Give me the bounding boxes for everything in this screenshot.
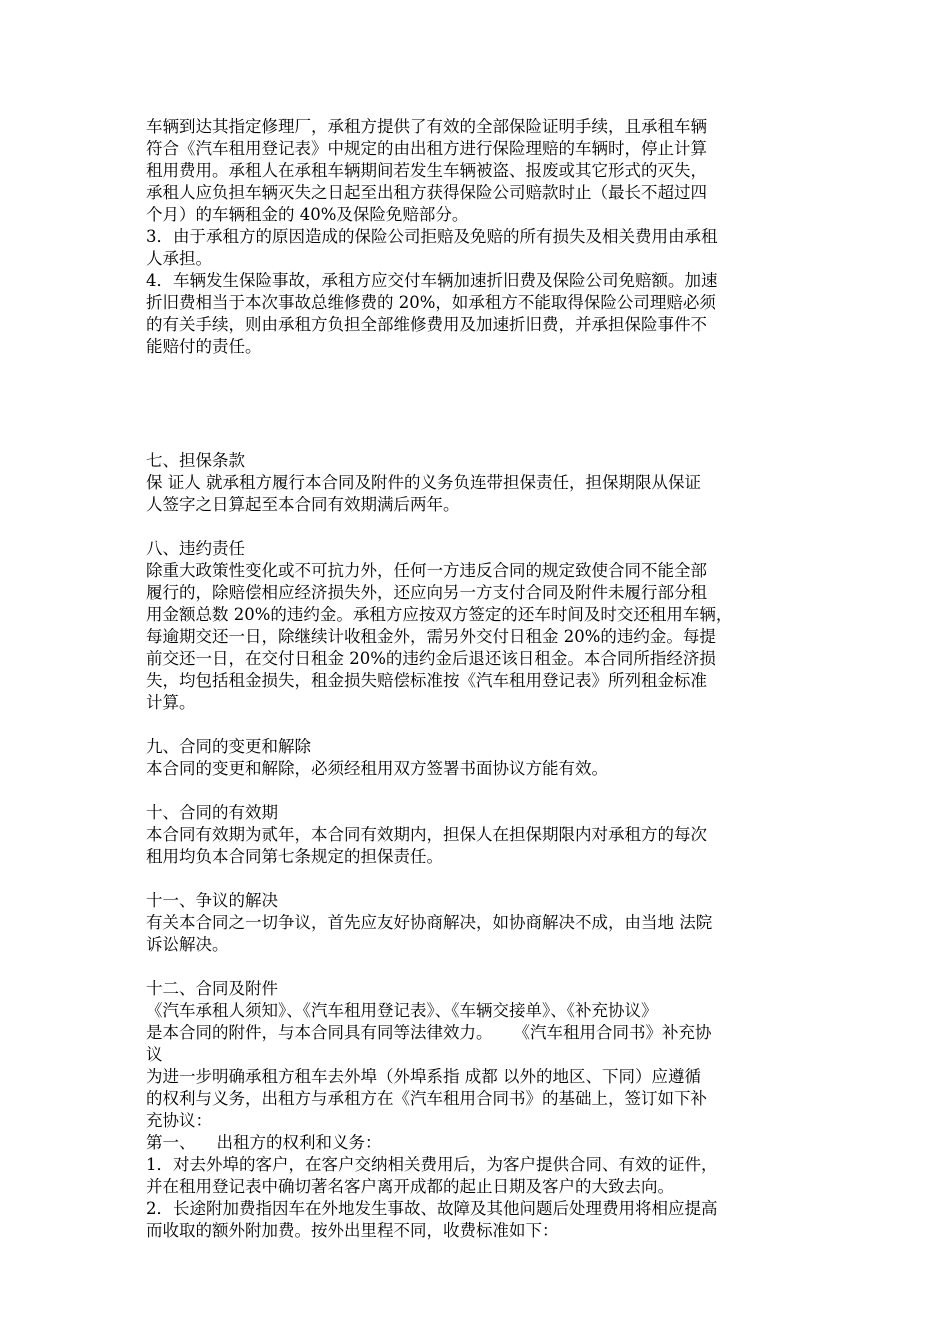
spacer [146, 868, 806, 890]
section-heading: 九、合同的变更和解除 [146, 737, 311, 756]
text-line: 充协议： [146, 1111, 212, 1130]
intro-paragraph [146, 116, 806, 358]
text-line: 保 证人 就承租方履行本合同及附件的义务负连带担保责任，担保期限从保证 [146, 473, 701, 492]
text-line: 每逾期交还一日，除继续计收租金外，需另外交付日租金 20%的违约金。每提 [146, 627, 716, 646]
section-heading: 十、合同的有效期 [146, 803, 278, 822]
text-line: 诉讼解决。 [146, 935, 229, 954]
spacer [146, 516, 806, 538]
text-line: 履行的，除赔偿相应经济损失外，还应向另一方支付合同及附件未履行部分租 [146, 583, 707, 602]
text-line: 车辆到达其指定修理厂，承租方提供了有效的全部保险证明手续，且承租车辆 [146, 117, 707, 136]
text-line: 人签字之日算起至本合同有效期满后两年。 [146, 495, 460, 514]
text-line: 人承担。 [146, 249, 212, 268]
text-line: 租用费用。承租人在承租车辆期间若发生车辆被盗、报废或其它形式的灭失， [146, 161, 707, 180]
text-line: 本合同的变更和解除，必须经租用双方签署书面协议方能有效。 [146, 759, 608, 778]
text-line: 的有关手续，则由承租方负担全部维修费用及加速折旧费，并承担保险事件不 [146, 315, 707, 334]
text-line: 承租人应负担车辆灭失之日起至出租方获得保险公司赔款时止（最长不超过四 [146, 183, 707, 202]
text-line: 《汽车承租人须知》、《汽车租用登记表》、《车辆交接单》、《补充协议》 [146, 1001, 658, 1020]
spacer [146, 780, 806, 802]
text-line: 2．长途附加费指因车在外地发生事故、故障及其他问题后处理费用将相应提高 [146, 1199, 718, 1218]
text-line: 为进一步明确承租方租车去外埠（外埠系指 成都 以外的地区、下同）应遵循 [146, 1067, 701, 1086]
text-line: 除重大政策性变化或不可抗力外，任何一方违反合同的规定致使合同不能全部 [146, 561, 707, 580]
section-heading: 七、担保条款 [146, 451, 245, 470]
spacer [146, 358, 806, 450]
text-line: 失，均包括租金损失，租金损失赔偿标准按《汽车租用登记表》所列租金标准 [146, 671, 707, 690]
spacer [146, 956, 806, 978]
text-line: 个月）的车辆租金的 40%及保险免赔部分。 [146, 205, 469, 224]
text-line: 本合同有效期为贰年，本合同有效期内，担保人在担保期限内对承租方的每次 [146, 825, 707, 844]
text-line: 是本合同的附件，与本合同具有同等法律效力。 《汽车租用合同书》补充协 [146, 1023, 712, 1042]
section-amendment [146, 736, 806, 780]
section-heading: 十一、争议的解决 [146, 891, 278, 910]
text-line: 的权利与义务，出租方与承租方在《汽车租用合同书》的基础上，签订如下补 [146, 1089, 707, 1108]
text-line: 4．车辆发生保险事故，承租方应交付车辆加速折旧费及保险公司免赔额。加速 [146, 271, 718, 290]
section-dispute [146, 890, 806, 956]
section-validity [146, 802, 806, 868]
text-line: 能赔付的责任。 [146, 337, 262, 356]
section-liability [146, 538, 806, 714]
text-line: 前交还一日，在交付日租金 20%的违约金后退还该日租金。本合同所指经济损 [146, 649, 716, 668]
text-line: 折旧费相当于本次事故总维修费的 20%，如承租方不能取得保险公司理赔必须 [146, 293, 716, 312]
text-line: 而收取的额外附加费。按外出里程不同，收费标准如下： [146, 1221, 559, 1240]
text-line: 用金额总数 20%的违约金。承租方应按双方签定的还车时间及时交还租用车辆， [146, 605, 733, 624]
text-line: 3．由于承租方的原因造成的保险公司拒赔及免赔的所有损失及相关费用由承租 [146, 227, 718, 246]
text-line: 符合《汽车租用登记表》中规定的由出租方进行保险理赔的车辆时，停止计算 [146, 139, 707, 158]
text-line: 第一、 出租方的权利和义务： [146, 1133, 382, 1152]
text-line: 计算。 [146, 693, 196, 712]
section-heading: 八、违约责任 [146, 539, 245, 558]
section-heading: 十二、合同及附件 [146, 979, 278, 998]
text-line: 有关本合同之一切争议，首先应友好协商解决，如协商解决不成，由当地 法院 [146, 913, 713, 932]
text-line: 议 [146, 1045, 163, 1064]
text-line: 并在租用登记表中确切著名客户离开成都的起止日期及客户的大致去向。 [146, 1177, 674, 1196]
spacer [146, 714, 806, 736]
text-line: 1．对去外埠的客户，在客户交纳相关费用后，为客户提供合同、有效的证件， [146, 1155, 718, 1174]
text-line: 租用均负本合同第七条规定的担保责任。 [146, 847, 443, 866]
section-guarantee [146, 450, 806, 516]
section-attachments [146, 978, 806, 1242]
document-page [146, 116, 806, 1242]
